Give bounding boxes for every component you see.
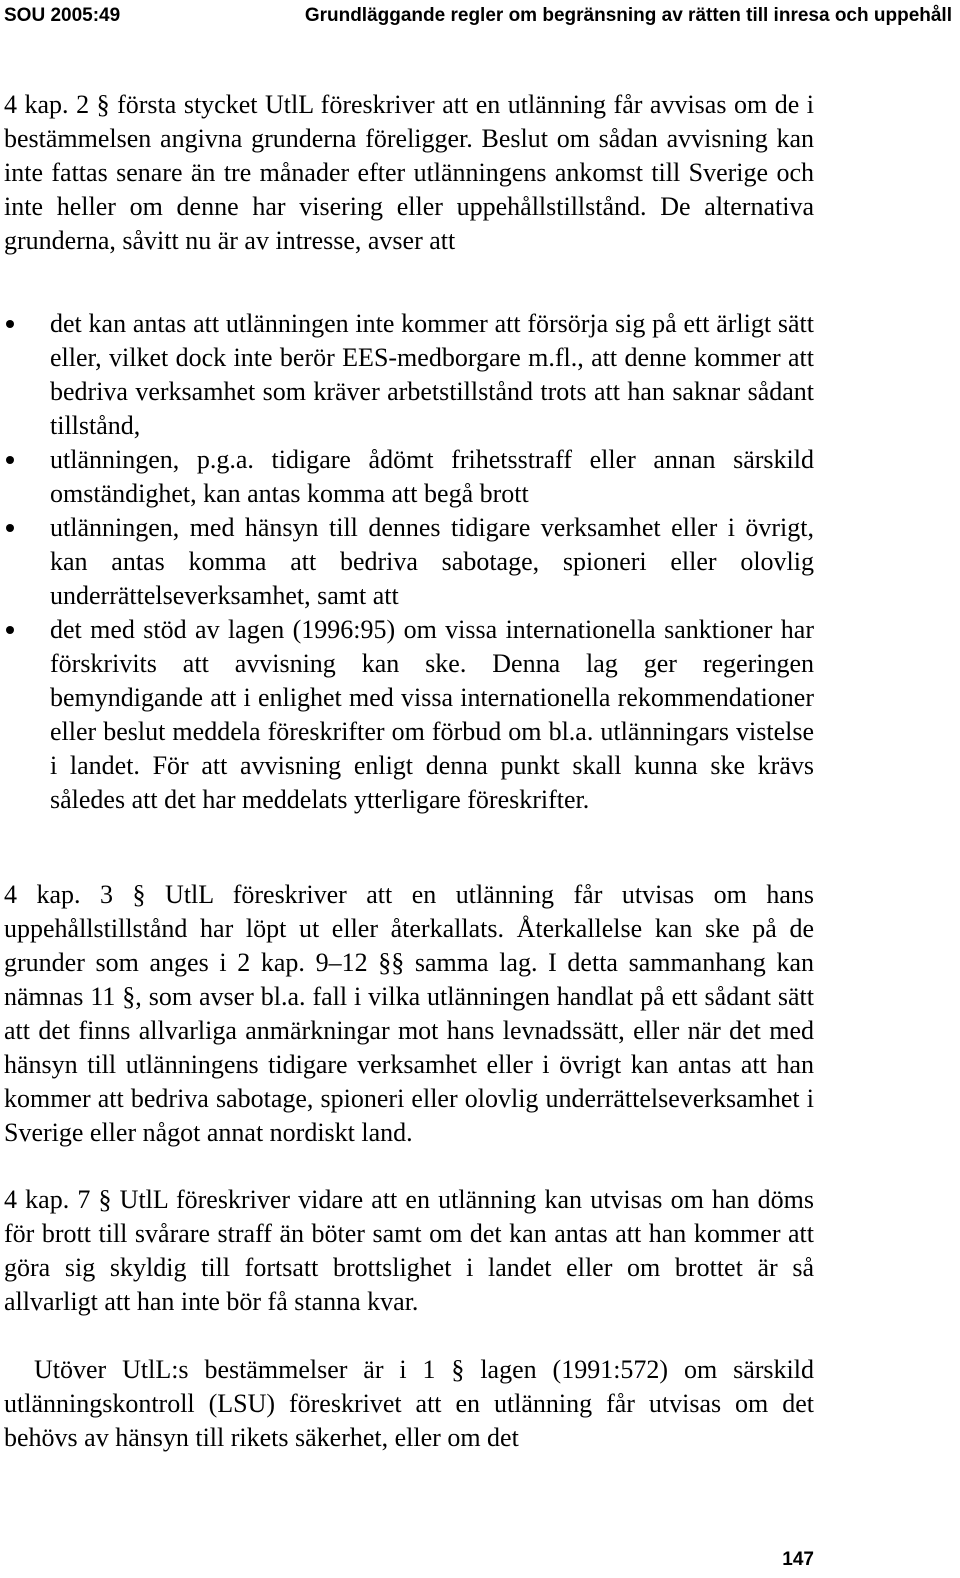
grounds-bullet-list	[4, 307, 814, 817]
bullet-item	[4, 307, 814, 443]
paragraph-text: 4 kap. 7 § UtlL föreskriver vidare att en utlänning kan utvisas om han döms för brott till svårare straff än böter samt om det kan antas att han kommer att göra sig skyldig till fortsatt brottslighet i landet eller om brottet är så allvarligt att han inte bör få stanna kvar.	[4, 1185, 814, 1316]
paragraph-utvisning	[4, 878, 814, 1150]
bullet-dot-icon	[6, 320, 14, 328]
running-title: Grundläggande regler om begränsning av rätten till inresa och uppehåll	[304, 5, 952, 26]
bullet-dot-icon	[6, 456, 14, 464]
bullet-dot-icon	[6, 524, 14, 532]
paragraph-utvisning-brott	[4, 1183, 814, 1319]
bullet-item	[4, 443, 814, 511]
bullet-text: utlänningen, med hänsyn till dennes tidigare verksamhet eller i övrigt, kan antas komma att bedriva sabotage, spioneri eller olovlig underrättelseverksamhet, samt att	[50, 513, 814, 610]
paragraph-text: 4 kap. 2 § första stycket UtlL föreskriver att en utlänning får avvisas om de i bestämmelsen angivna grunderna föreligger. Beslut om sådan avvisning kan inte fattas senare än tre månader efter utlänningens ankomst till Sverige och inte heller om denne har visering eller uppehållstillstånd. De alternativa grunderna, såvitt nu är av intresse, avser att	[4, 90, 814, 255]
paragraph-text: 4 kap. 3 § UtlL föreskriver att en utlänning får utvisas om hans uppehållstillstånd har löpt ut eller återkallats. Återkallelse kan ske på de grunder som anges i 2 kap. 9–12 §§ samma lag. I detta sammanhang kan nämnas 11 §, som avser bl.a. fall i vilka utlänningen handlat på ett sådant sätt att det finns allvarliga anmärkningar mot hans levnadssätt, eller när det med hänsyn till utlänningens tidigare verksamhet eller i övrigt kan antas att han kommer att bedriva sabotage, spioneri eller olovlig underrättelseverksamhet i Sverige eller något annat nordiskt land.	[4, 880, 814, 1147]
bullet-dot-icon	[6, 626, 14, 634]
bullet-item	[4, 613, 814, 817]
bullet-text: det med stöd av lagen (1996:95) om vissa internationella sanktioner har förskrivits att avvisning kan ske. Denna lag ger regeringen bemyndigande att i enlighet med vissa internationella rekommendationer eller beslut meddela föreskrifter om förbud om bl.a. utlänningars vistelse i landet. För att avvisning enligt denna punkt skall kunna ske krävs således att det har meddelats ytterligare föreskrifter.	[50, 615, 814, 814]
paragraph-avvisning	[4, 88, 814, 258]
page-number: 147	[782, 1549, 814, 1570]
bullet-item	[4, 511, 814, 613]
paragraph-text: Utöver UtlL:s bestämmelser är i 1 § lagen (1991:572) om särskild utlänningskontroll (LSU) föreskrivet att en utlänning får utvisas om det behövs av hänsyn till rikets säkerhet, eller om det	[4, 1355, 814, 1452]
bullet-text: utlänningen, p.g.a. tidigare ådömt frihetsstraff eller annan särskild omständighet, kan antas komma att begå brott	[50, 445, 814, 508]
paragraph-lsu	[4, 1353, 814, 1455]
bullet-text: det kan antas att utlänningen inte kommer att försörja sig på ett ärligt sätt eller, vilket dock inte berör EES-medborgare m.fl., att denne kommer att bedriva verksamhet som kräver arbetstillstånd trots att han saknar sådant tillstånd,	[50, 309, 814, 440]
document-reference: SOU 2005:49	[4, 5, 121, 26]
